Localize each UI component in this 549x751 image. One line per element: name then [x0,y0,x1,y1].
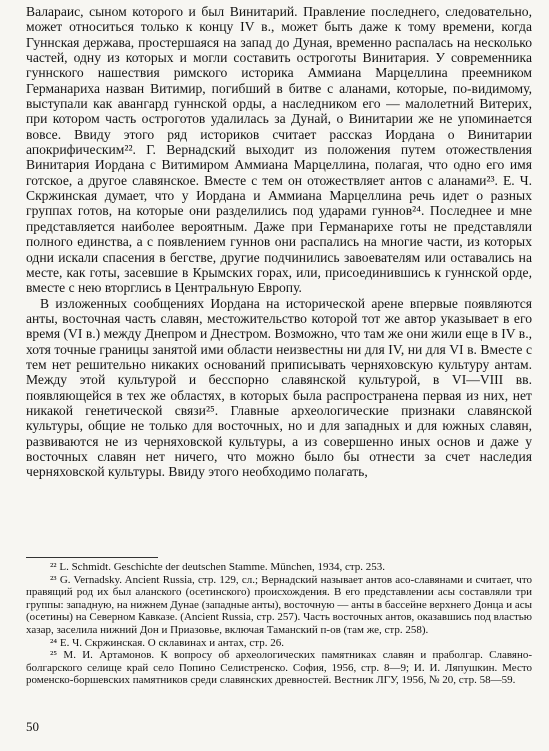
footnote-23: ²³ G. Vernadsky. Ancient Russia, стр. 129, сл.; Вернадский называет антов асо-славянами и считает, что правящий род их был аланского (осетинского) происхождения. В его представлении асы составляли три группы: западную, на нижнем Дунае (западные анты), восточную — анты в бассейне верхнего Донца и асы (осетины) на Северном Кавказе. (Ancient Russia, стр. 257). Часть восточных антов, оказавшись под властью хазар, заселила нижний Дон и Приазовье, включая Таманский п-ов (там же, стр. 258). [26,573,532,636]
footnote-22: ²² L. Schmidt. Geschichte der deutschen Stamme. München, 1934, стр. 253. [50,561,386,573]
footnote-25: ²⁵ М. И. Артамонов. К вопросу об археологических памятниках славян и праболгар. Славяно-болгарского селище край село Попино Селистренско. София, 1956, стр. 8—9; И. И. Ляпушкин. Место роменско-боршевских памятников среди славянских древностей. Вестник ЛГУ, 1956, № 20, стр. 58—59. [26,649,532,687]
footnotes [26,561,532,687]
paragraph-2: В изложенных сообщениях Иордана на исторической арене впервые появляются анты, восточная часть славян, местожительство которой тот же автор указывает в его время (VI в.) между Днепром и Днестром. Возможно, что там же они жили еще в IV в., хотя точные границы занятой ими области неизвестны ни для IV, ни для VI в. Вместе с тем нет решительно никаких оснований приписывать черняховскую культуру антам. Между этой культурой и бесспорно славянской культурой, в VI—VIII вв. появляющейся в тех же областях, в которых была распространена первая из них, нет никакой генетической связи²⁵. Главные археологические признаки славянской культуры, общие не только для восточных, но и для западных и для южных славян, развиваются не из черняховской культуры, а из совершенно иных основ и даже у восточных славян нет ничего, что можно было бы отнести за счет наследия черняховской культуры. Ввиду этого необходимо полагать, [26,295,532,480]
main-text [26,4,532,480]
paragraph-1: Валараис, сыном которого и был Винитарий. Правление последнего, следовательно, может относиться только к концу IV в., может быть даже к тому времени, когда Гуннская держава, простершаяся на запад до Дуная, временно распалась на несколько частей, одну из которых и могли составить остроготы Винитария. У современника гуннского нашествия римского историка Аммиана Марцеллина преемником Германариха назван Витимир, погибший в битве с аланами, которые, по-видимому, выступали как авангард гуннской орды, а наследником его — малолетний Витерих, при котором часть остроготов удалилась за Дунай, о Винитарии же не упоминается вовсе. Ввиду этого ряд историков считает рассказ Иордана о Винитарии апокрифическим²². Г. Вернадский выходит из положения путем отожествления Винитария Иордана с Витимиром Аммиана Марцеллина, полагая, что одно его имя готское, а другое славянское. Вместе с тем он отожествляет антов с аланами²³. Е. Ч. Скржинская думает, что у Иордана и Аммиана Марцеллина речь идет о разных группах готов, на которые они разделились под ударами гуннов²⁴. Последнее и мне представляется наиболее вероятным. Даже при Германарихе готы не представляли полного единства, а с появлением гуннов они распались на многие части, из которых одни искали спасения в бегстве, другие подчинились завоевателям или оставались на месте, как готы, засевшие в Крымских горах, или, присоединившись к гуннской орде, вместе с нею вторглись в Центральную Европу. [26,4,532,296]
footnote-separator [26,557,158,558]
footnote-24: ²⁴ Е. Ч. Скржинская. О склавинах и антах, стр. 26. [50,636,285,649]
page-number: 50 [26,719,39,734]
